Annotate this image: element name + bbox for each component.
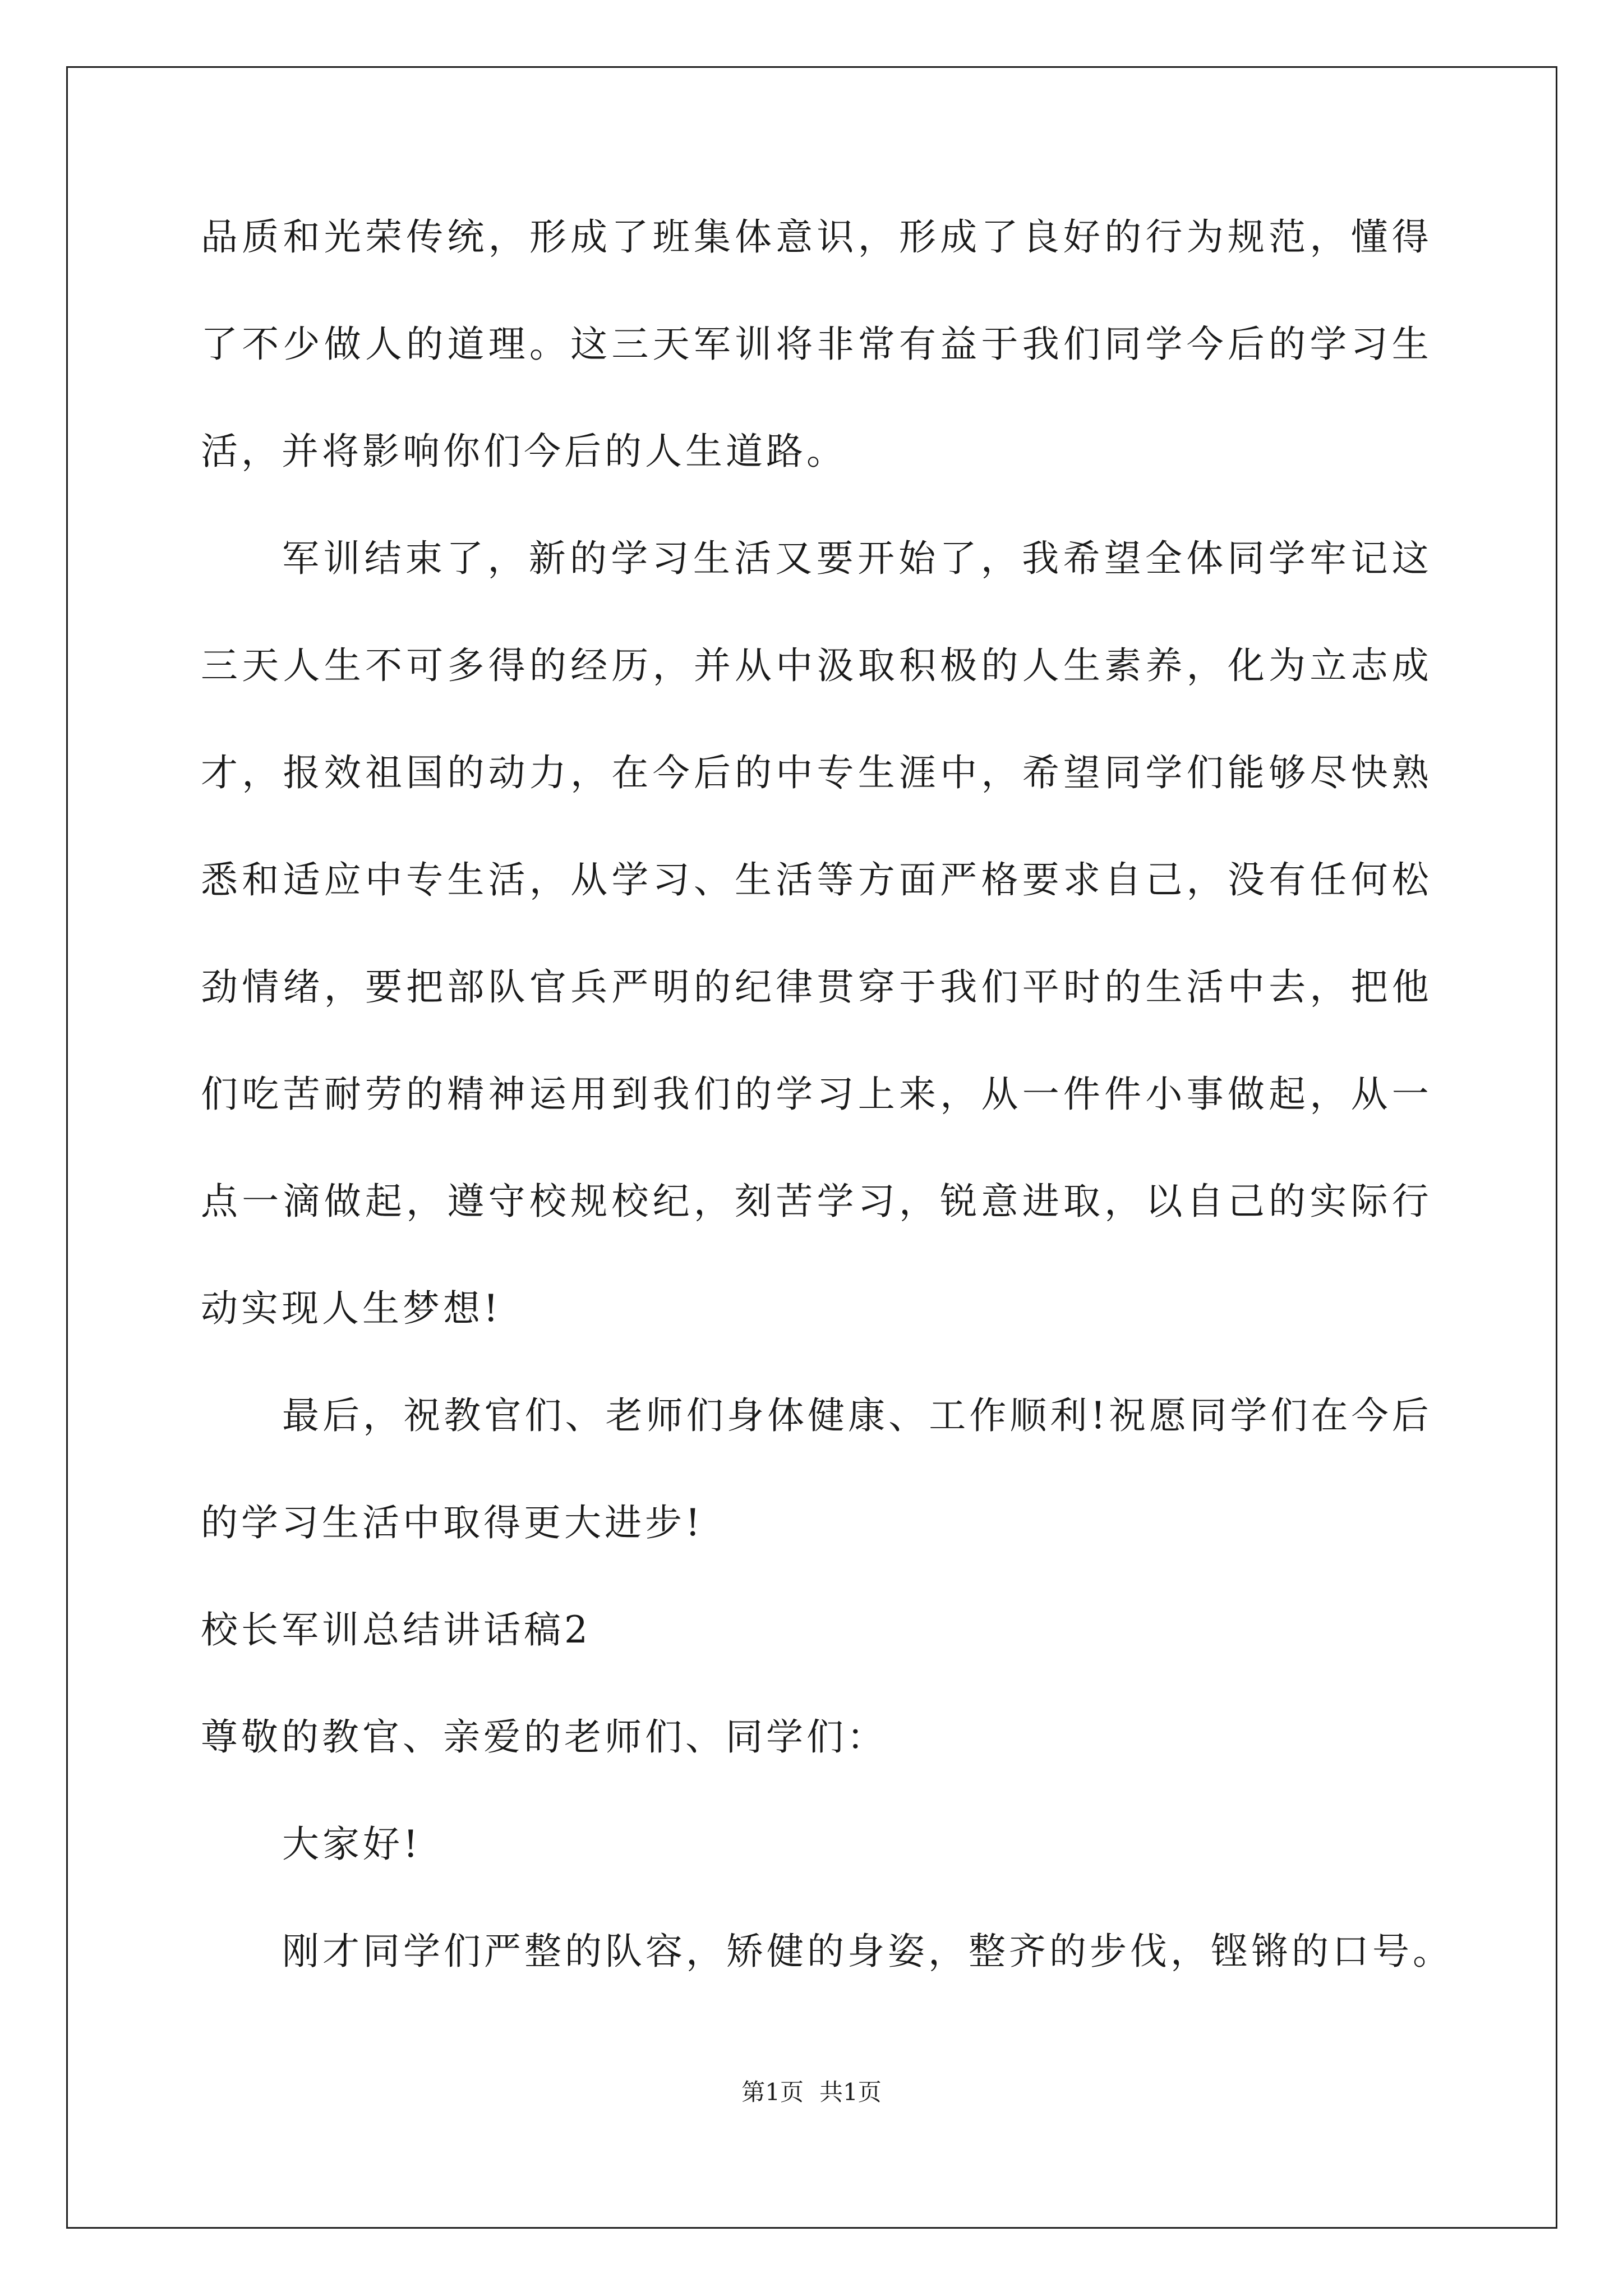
text-line: 的学习生活中取得更大进步!: [201, 1501, 704, 1544]
paragraph-first-line: 最 后 ， 祝 教 官 们 、 老 师 们 身 体 健 康 、 工 作 顺 利 ! 祝 愿 同 学 们 在 今 后: [282, 1394, 1429, 1437]
text-line: 活，并将影响你们今后的人生道路。: [201, 430, 847, 473]
text-line: 才 ， 报 效 祖 国 的 动 力 ， 在 今 后 的 中 专 生 涯 中 ， 希 望 同 学 们 能 够 尽 快 熟: [201, 751, 1429, 794]
text-line: 品 质 和 光 荣 传 统 ， 形 成 了 班 集 体 意 识 ， 形 成 了 良 好 的 行 为 规 范 ， 懂 得: [201, 215, 1429, 259]
page-number-current: 第1页: [741, 2078, 804, 2106]
page-footer: [0, 2078, 1623, 2106]
document-body: [201, 215, 1453, 2036]
text-line: 了 不 少 做 人 的 道 理 。 这 三 天 军 训 将 非 常 有 益 于 我 们 同 学 今 后 的 学 习 生: [201, 323, 1429, 366]
text-line: 们 吃 苦 耐 劳 的 精 神 运 用 到 我 们 的 学 习 上 来 ， 从 一 件 件 小 事 做 起 ， 从 一: [201, 1073, 1429, 1116]
section-title: 校长军训总结讲话稿2: [201, 1608, 591, 1651]
paragraph-first-line: 军 训 结 束 了 ， 新 的 学 习 生 活 又 要 开 始 了 ， 我 希 望 全 体 同 学 牢 记 这: [282, 537, 1429, 580]
text-line: 悉 和 适 应 中 专 生 活 ， 从 学 习 、 生 活 等 方 面 严 格 要 求 自 己 ， 没 有 任 何 松: [201, 858, 1429, 901]
greeting: 大家好!: [282, 1823, 422, 1866]
page-number-total: 共1页: [819, 2078, 882, 2106]
paragraph-first-line: 刚才同学们严整的队容，矫健的身姿，整齐的步伐，铿锵的口号。: [282, 1930, 1453, 1973]
text-line: 三 天 人 生 不 可 多 得 的 经 历 ， 并 从 中 汲 取 积 极 的 人 生 素 养 ， 化 为 立 志 成: [201, 644, 1429, 687]
text-line: 点 一 滴 做 起 ， 遵 守 校 规 校 纪 ， 刻 苦 学 习 ， 锐 意 进 取 ， 以 自 己 的 实 际 行: [201, 1180, 1429, 1223]
text-line: 动实现人生梦想!: [201, 1287, 502, 1330]
text-line: 劲 情 绪 ， 要 把 部 队 官 兵 严 明 的 纪 律 贯 穿 于 我 们 平 时 的 生 活 中 去 ， 把 他: [201, 965, 1429, 1009]
salutation: 尊敬的教官、亲爱的老师们、同学们：: [201, 1715, 887, 1759]
